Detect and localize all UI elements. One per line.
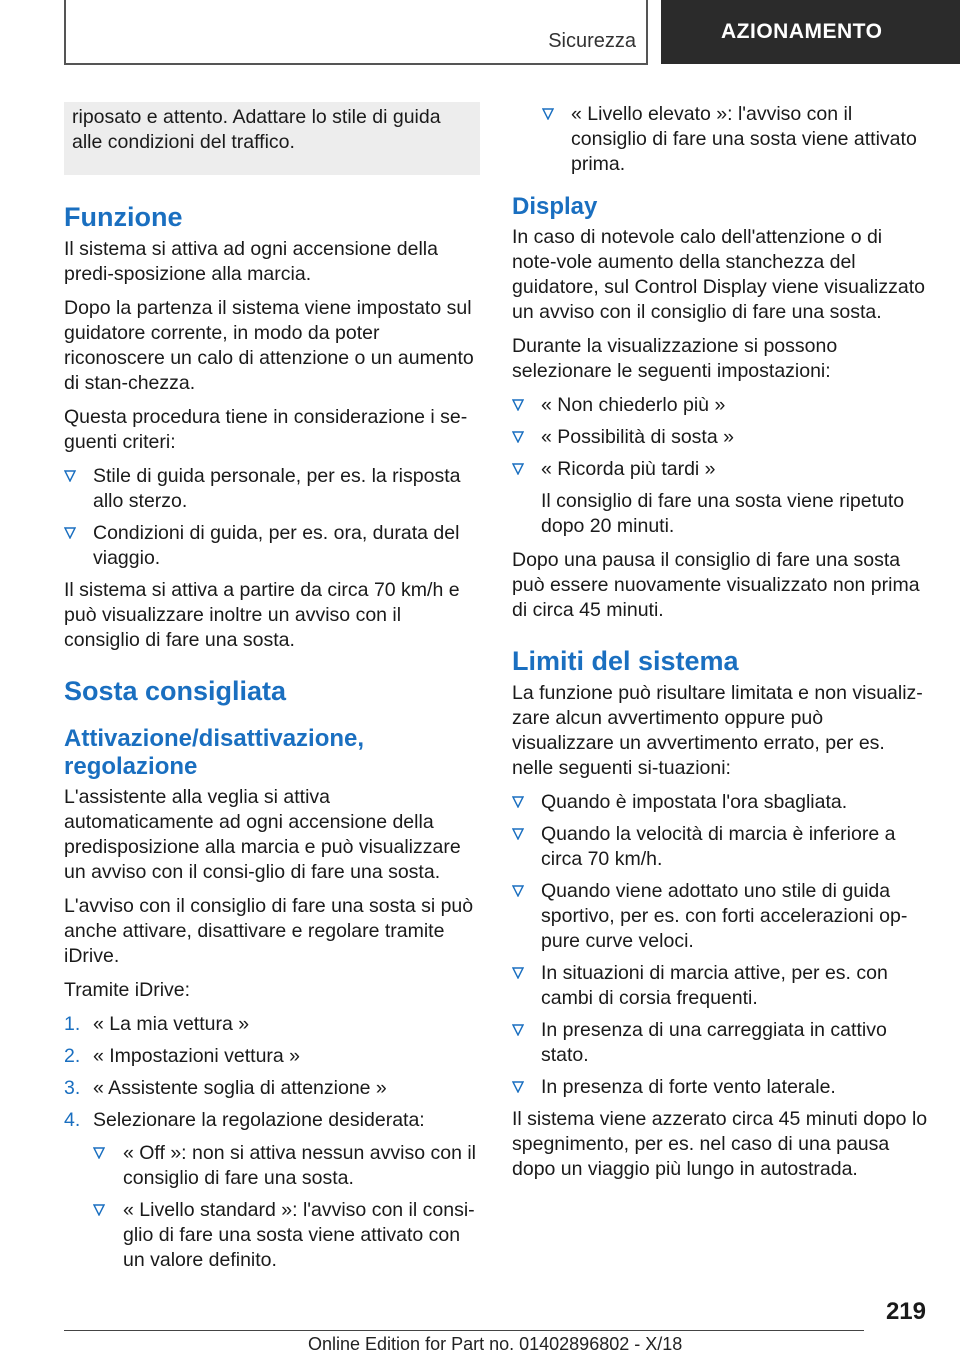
heading-sosta-consigliata: Sosta consigliata <box>64 676 287 706</box>
list-item: Condizioni di guida, per es. ora, durata del viaggio. <box>64 521 480 571</box>
paragraph: Durante la visualizzazione si possono selezionare le seguenti impostazioni: <box>512 335 838 382</box>
list-item: « Livello elevato »: l'avviso con il consiglio di fare una sosta viene attivato prima. <box>542 102 930 177</box>
list-item: In situazioni di marcia attive, per es. con cambi di corsia frequenti. <box>512 961 930 1011</box>
heading-funzione: Funzione <box>64 202 183 232</box>
paragraph: Il sistema si attiva a partire da circa 70 km/h e può visualizzare inoltre un avviso con il consiglio di fare una sosta. <box>64 579 460 651</box>
list-item: « Off »: non si attiva nessun avviso con il consiglio di fare una sosta. <box>93 1141 480 1191</box>
footer-rule <box>64 1330 864 1331</box>
setting-options-continued <box>512 102 930 177</box>
setting-options <box>93 1141 480 1273</box>
note-box <box>64 102 480 175</box>
header-separator <box>646 0 648 64</box>
header-chapter-tab <box>661 0 960 64</box>
triangle-bullet-icon <box>512 463 524 475</box>
limitations-list <box>512 790 930 1100</box>
header-section-title: Sicurezza <box>548 30 636 52</box>
paragraph: L'assistente alla veglia si attiva automaticamente ad ogni accensione della predisposizione alla marcia e può visualizzare un avviso con il consi-glio di fare una sosta. <box>64 786 461 883</box>
step-item: 1. « La mia vettura » <box>64 1013 250 1035</box>
paragraph: Questa procedura tiene in considerazione i se-guenti criteri: <box>64 406 468 453</box>
paragraph: Il sistema si attiva ad ogni accensione della predi-sposizione alla marcia. <box>64 238 438 285</box>
paragraph: Tramite iDrive: <box>64 979 191 1001</box>
right-column <box>512 102 930 1191</box>
header-bottom-rule <box>64 63 648 65</box>
left-column <box>64 102 480 1280</box>
list-item: In presenza di forte vento laterale. <box>512 1075 930 1100</box>
triangle-bullet-icon <box>512 967 524 979</box>
paragraph: Dopo la partenza il sistema viene impostato sul guidatore corrente, in modo da poter riconoscere un calo di attenzione o un aumento di stan-chezza. <box>64 297 474 394</box>
heading-display: Display <box>512 193 598 220</box>
list-item: « Ricorda più tardi » <box>512 457 930 482</box>
triangle-bullet-icon <box>512 1024 524 1036</box>
triangle-bullet-icon <box>512 431 524 443</box>
step-item: 4. Selezionare la regolazione desiderata: « Off »: non si attiva nessun avviso con il consiglio di fare una sosta. « Livello standard »: l'avviso con il consi-glio di fare una sosta viene attivato con un valore definito. <box>64 1108 480 1273</box>
criteria-list <box>64 464 480 571</box>
idrive-steps <box>64 1012 480 1273</box>
footer-edition: Online Edition for Part no. 01402896802 - X/18 <box>308 1334 683 1354</box>
paragraph: Il sistema viene azzerato circa 45 minuti dopo lo spegnimento, per es. nel caso di una pausa dopo un viaggio più lungo in autostrada. <box>512 1108 928 1180</box>
page-number: 219 <box>885 1298 926 1325</box>
paragraph: Dopo una pausa il consiglio di fare una sosta può essere nuovamente visualizzato non prima di circa 45 minuti. <box>512 549 920 621</box>
triangle-bullet-icon <box>64 527 76 539</box>
triangle-bullet-icon <box>512 1081 524 1093</box>
paragraph: In caso di notevole calo dell'attenzione o di note-vole aumento della stanchezza del guidatore, sul Control Display viene visualizzato un avviso con il consiglio di fare una sosta. <box>512 226 925 323</box>
triangle-bullet-icon <box>93 1147 105 1159</box>
list-item: Quando viene adottato uno stile di guida sportivo, per es. con forti accelerazioni op-pure curve veloci. <box>512 879 930 954</box>
note-text: riposato e attento. Adattare lo stile di guida alle condizioni del traffico. <box>72 106 441 153</box>
list-item: Quando la velocità di marcia è inferiore a circa 70 km/h. <box>512 822 930 872</box>
paragraph: L'avviso con il consiglio di fare una sosta si può anche attivare, disattivare e regolare tramite iDrive. <box>64 895 474 967</box>
triangle-bullet-icon <box>512 796 524 808</box>
display-options-list <box>512 393 930 482</box>
list-item: « Livello standard »: l'avviso con il consi-glio di fare una sosta viene attivato con un valore definito. <box>93 1198 480 1273</box>
triangle-bullet-icon <box>512 399 524 411</box>
heading-limiti: Limiti del sistema <box>512 646 739 676</box>
triangle-bullet-icon <box>512 885 524 897</box>
triangle-bullet-icon <box>512 828 524 840</box>
list-item: In presenza di una carreggiata in cattivo stato. <box>512 1018 930 1068</box>
triangle-bullet-icon <box>64 470 76 482</box>
list-item: « Possibilità di sosta » <box>512 425 930 450</box>
reminder-note: Il consiglio di fare una sosta viene ripetuto dopo 20 minuti. <box>541 490 905 537</box>
list-item: Quando è impostata l'ora sbagliata. <box>512 790 930 815</box>
header-left-rule <box>64 0 66 64</box>
paragraph: La funzione può risultare limitata e non visualiz-zare alcun avvertimento oppure può visualizzare un avvertimento errato, per es. nelle seguenti si-tuazioni: <box>512 682 923 779</box>
step-item: 2. « Impostazioni vettura » <box>64 1045 301 1067</box>
triangle-bullet-icon <box>542 108 554 120</box>
list-item: Stile di guida personale, per es. la risposta allo sterzo. <box>64 464 480 514</box>
subheading-attivazione: Attivazione/disattivazione, regolazione <box>64 725 365 780</box>
header-chapter-title: AZIONAMENTO <box>721 20 883 43</box>
triangle-bullet-icon <box>93 1204 105 1216</box>
list-item: « Non chiederlo più » <box>512 393 930 418</box>
step-item: 3. « Assistente soglia di attenzione » <box>64 1077 387 1099</box>
